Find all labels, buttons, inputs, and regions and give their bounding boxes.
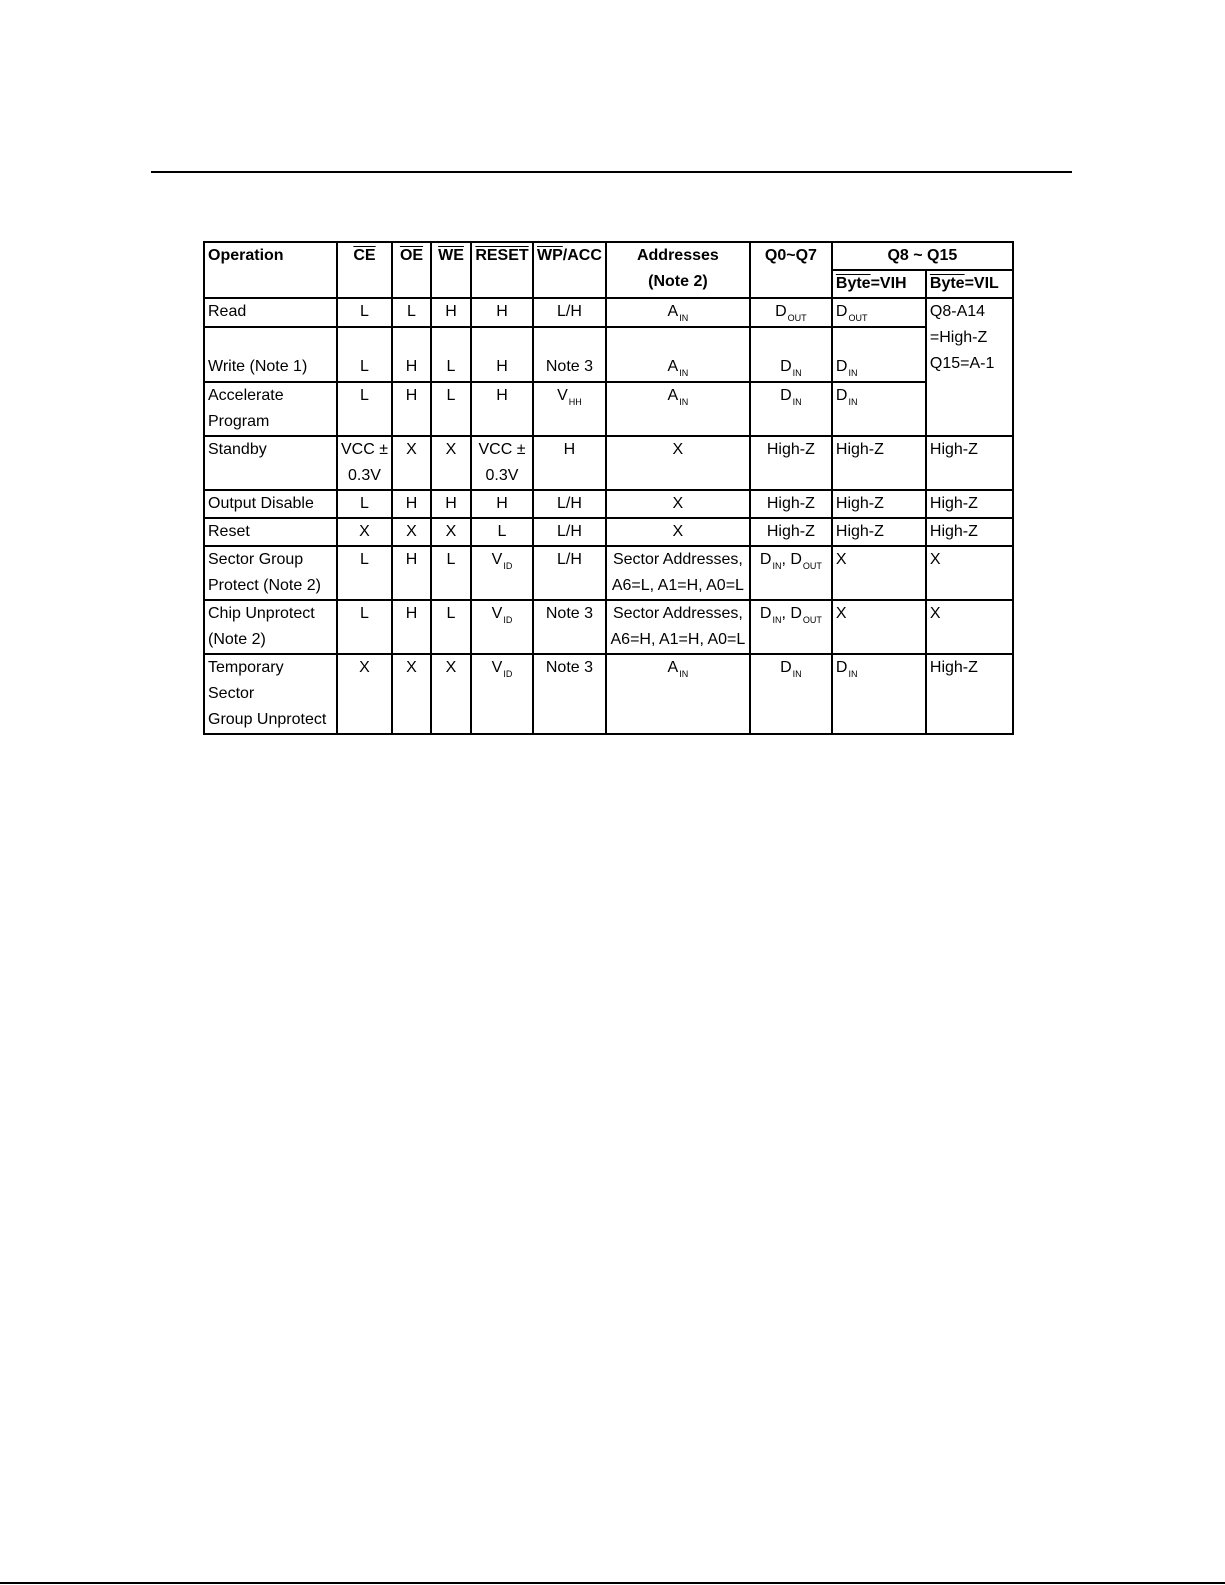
cell-addresses: $A_{IN}$ xyxy=(606,654,750,734)
cell-we: H xyxy=(431,490,471,518)
cell-byte-vil-merged: Q8-A14 =High-Z Q15=A-1 xyxy=(926,298,1013,436)
cell-reset: H xyxy=(471,327,533,382)
table-row-chip-unprotect xyxy=(204,600,1013,654)
header-rule xyxy=(151,171,1072,173)
cell-oe: H xyxy=(392,490,431,518)
cell-byte-vih: X xyxy=(832,546,926,600)
cell-operation: Read xyxy=(204,298,337,327)
table-row-sector-group-protect xyxy=(204,546,1013,600)
cell-oe: H xyxy=(392,327,431,382)
col-header-q0-q7: Q0~Q7 xyxy=(750,242,832,298)
cell-oe: X xyxy=(392,654,431,734)
cell-operation: Reset xyxy=(204,518,337,546)
cell-byte-vih: High-Z xyxy=(832,490,926,518)
col-header-operation: Operation xyxy=(204,242,337,298)
cell-q0-q7: High-Z xyxy=(750,518,832,546)
cell-byte-vih: $D_{OUT}$ xyxy=(832,298,926,327)
cell-we: X xyxy=(431,436,471,490)
cell-byte-vih: X xyxy=(832,600,926,654)
cell-reset: H xyxy=(471,382,533,436)
cell-addresses: Sector Addresses, A6=H, A1=H, A0=L xyxy=(606,600,750,654)
col-header-wp-acc: $\overline{WP}$/ACC xyxy=(533,242,606,298)
cell-q0-q7: High-Z xyxy=(750,490,832,518)
header-row xyxy=(204,242,1013,270)
cell-operation: Standby xyxy=(204,436,337,490)
cell-we: X xyxy=(431,518,471,546)
cell-oe: L xyxy=(392,298,431,327)
cell-addresses: Sector Addresses, A6=L, A1=H, A0=L xyxy=(606,546,750,600)
cell-q0-q7: High-Z xyxy=(750,436,832,490)
cell-we: L xyxy=(431,382,471,436)
cell-ce: VCC ± 0.3V xyxy=(337,436,392,490)
cell-addresses: X xyxy=(606,490,750,518)
table-row-reset xyxy=(204,518,1013,546)
operation-table xyxy=(203,241,1014,735)
cell-ce: L xyxy=(337,382,392,436)
cell-ce: L xyxy=(337,327,392,382)
cell-q0-q7: $D_{IN}$, $D_{OUT}$ xyxy=(750,546,832,600)
cell-byte-vil: X xyxy=(926,600,1013,654)
cell-reset: H xyxy=(471,298,533,327)
cell-q0-q7: $D_{IN}$ xyxy=(750,654,832,734)
cell-oe: H xyxy=(392,546,431,600)
cell-wp-acc: $V_{HH}$ xyxy=(533,382,606,436)
cell-we: L xyxy=(431,600,471,654)
cell-byte-vil: High-Z xyxy=(926,654,1013,734)
cell-byte-vih: $D_{IN}$ xyxy=(832,654,926,734)
col-header-we: $\overline{WE}$ xyxy=(431,242,471,298)
col-header-addresses: Addresses (Note 2) xyxy=(606,242,750,298)
cell-operation: Sector Group Protect (Note 2) xyxy=(204,546,337,600)
cell-ce: L xyxy=(337,546,392,600)
cell-we: X xyxy=(431,654,471,734)
cell-q0-q7: $D_{OUT}$ xyxy=(750,298,832,327)
cell-reset: VCC ± 0.3V xyxy=(471,436,533,490)
cell-oe: X xyxy=(392,518,431,546)
cell-byte-vil: High-Z xyxy=(926,518,1013,546)
table-row-temporary-sector-group-unprotect xyxy=(204,654,1013,734)
cell-wp-acc: H xyxy=(533,436,606,490)
cell-we: L xyxy=(431,546,471,600)
cell-wp-acc: Note 3 xyxy=(533,327,606,382)
cell-addresses: $A_{IN}$ xyxy=(606,298,750,327)
cell-q0-q7: $D_{IN}$ xyxy=(750,327,832,382)
cell-wp-acc: L/H xyxy=(533,546,606,600)
cell-wp-acc: L/H xyxy=(533,518,606,546)
cell-operation: Output Disable xyxy=(204,490,337,518)
cell-reset: L xyxy=(471,518,533,546)
cell-we: H xyxy=(431,298,471,327)
table-row-standby xyxy=(204,436,1013,490)
table-row-write xyxy=(204,327,1013,382)
cell-wp-acc: Note 3 xyxy=(533,654,606,734)
cell-q0-q7: $D_{IN}$ xyxy=(750,382,832,436)
cell-wp-acc: L/H xyxy=(533,490,606,518)
cell-ce: X xyxy=(337,518,392,546)
cell-byte-vil: High-Z xyxy=(926,436,1013,490)
cell-operation: Temporary Sector Group Unprotect xyxy=(204,654,337,734)
cell-oe: H xyxy=(392,382,431,436)
col-header-byte-vil: Byte=VIL xyxy=(926,270,1013,298)
cell-addresses: $A_{IN}$ xyxy=(606,327,750,382)
cell-addresses: X xyxy=(606,518,750,546)
col-header-ce: $\overline{CE}$ xyxy=(337,242,392,298)
cell-operation: Accelerate Program xyxy=(204,382,337,436)
col-header-byte-vih: Byte=VIH xyxy=(832,270,926,298)
cell-byte-vil: X xyxy=(926,546,1013,600)
cell-reset: H xyxy=(471,490,533,518)
cell-byte-vih: High-Z xyxy=(832,436,926,490)
cell-byte-vih: High-Z xyxy=(832,518,926,546)
table-row-read xyxy=(204,298,1013,327)
footer-rule xyxy=(0,1582,1225,1584)
col-header-reset: RESET xyxy=(471,242,533,298)
table-row-accelerate-program xyxy=(204,382,1013,436)
cell-ce: L xyxy=(337,490,392,518)
cell-operation: Write (Note 1) xyxy=(204,327,337,382)
cell-byte-vil: High-Z xyxy=(926,490,1013,518)
cell-oe: H xyxy=(392,600,431,654)
cell-reset: $V_{ID}$ xyxy=(471,600,533,654)
cell-byte-vih: $D_{IN}$ xyxy=(832,382,926,436)
cell-we: L xyxy=(431,327,471,382)
cell-addresses: X xyxy=(606,436,750,490)
cell-ce: X xyxy=(337,654,392,734)
cell-oe: X xyxy=(392,436,431,490)
col-header-oe: $\overline{OE}$ xyxy=(392,242,431,298)
cell-ce: L xyxy=(337,600,392,654)
cell-q0-q7: $D_{IN}$, $D_{OUT}$ xyxy=(750,600,832,654)
cell-reset: $V_{ID}$ xyxy=(471,546,533,600)
cell-wp-acc: Note 3 xyxy=(533,600,606,654)
col-header-q8-q15: Q8 ~ Q15 xyxy=(832,242,1013,270)
cell-wp-acc: L/H xyxy=(533,298,606,327)
cell-addresses: $A_{IN}$ xyxy=(606,382,750,436)
cell-byte-vih: $D_{IN}$ xyxy=(832,327,926,382)
cell-operation: Chip Unprotect (Note 2) xyxy=(204,600,337,654)
cell-reset: $V_{ID}$ xyxy=(471,654,533,734)
table-row-output-disable xyxy=(204,490,1013,518)
cell-ce: L xyxy=(337,298,392,327)
